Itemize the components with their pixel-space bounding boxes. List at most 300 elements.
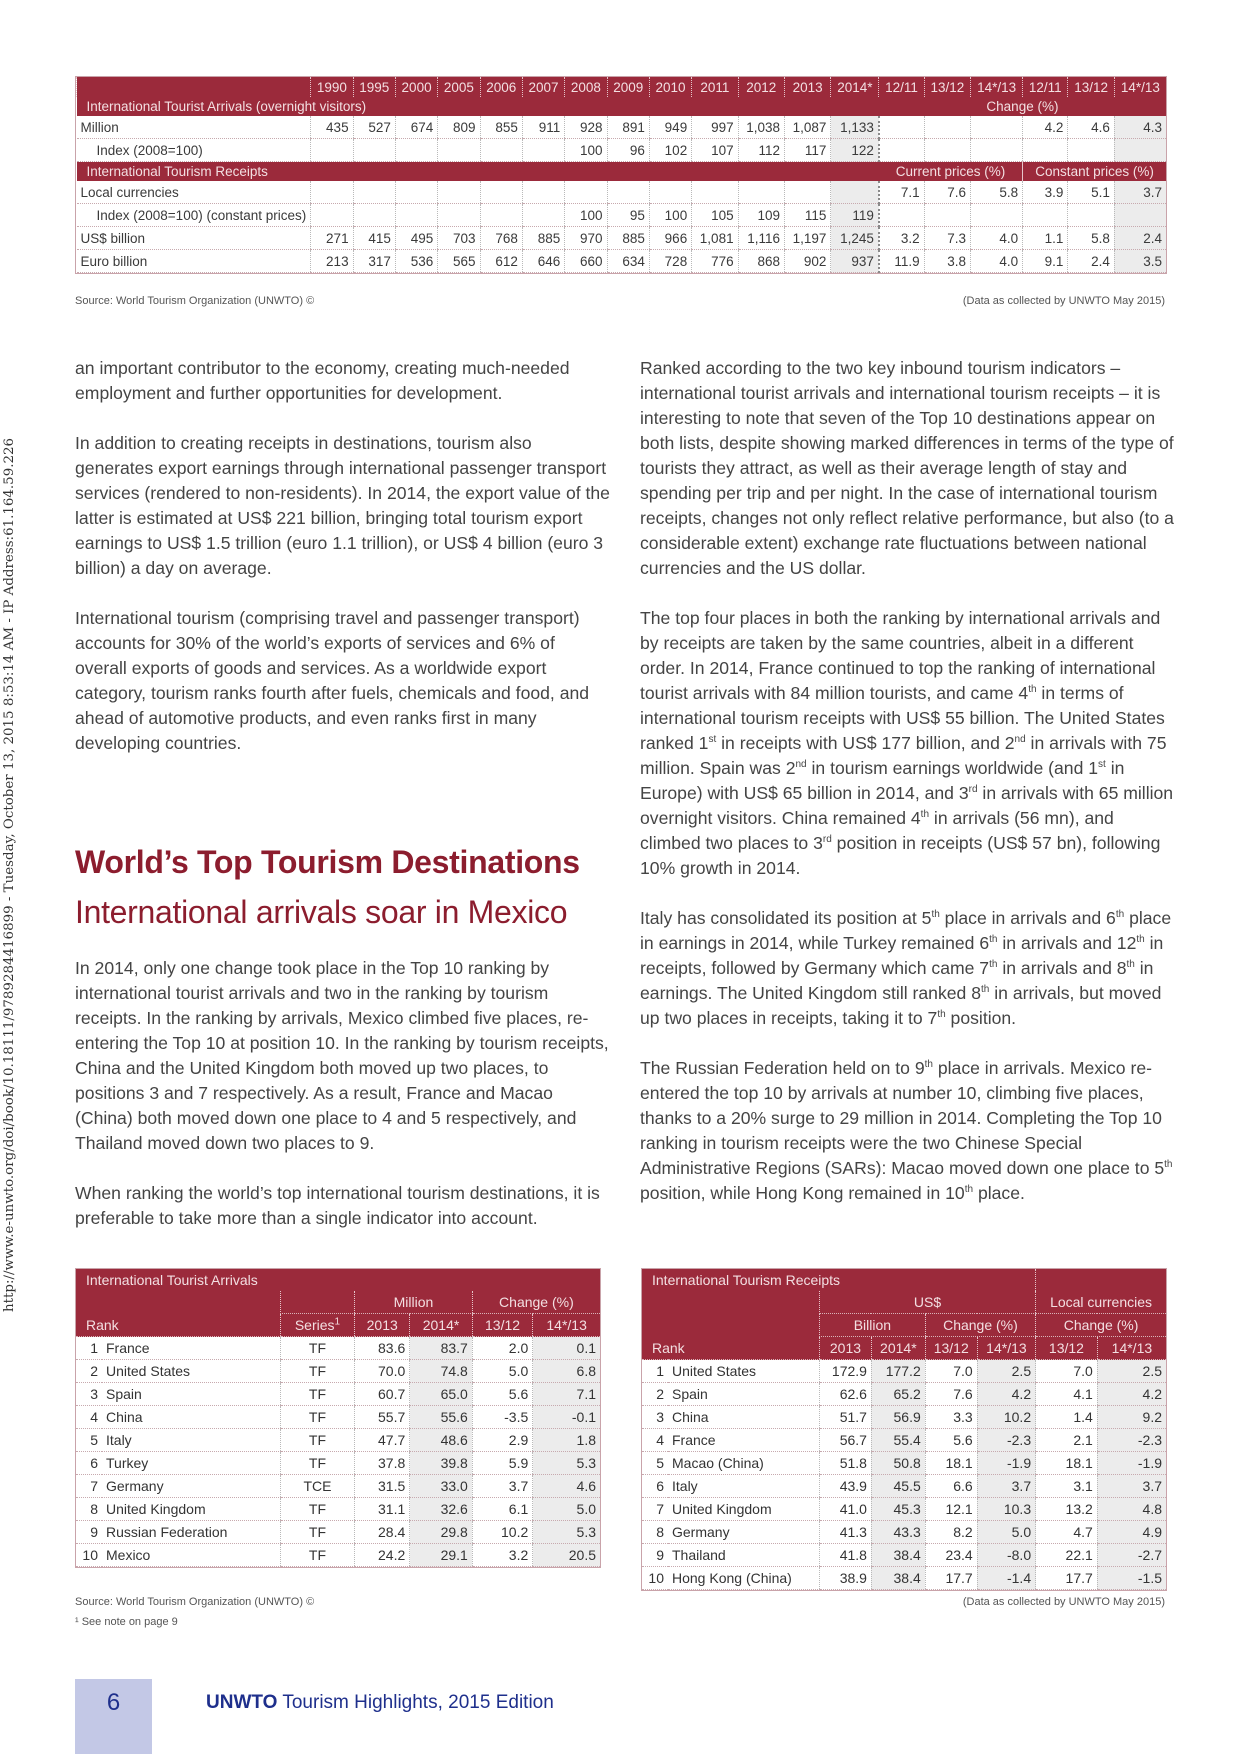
- local-change-header: Change (%): [1036, 1314, 1166, 1337]
- page-number-box: [75, 1679, 152, 1754]
- column-header: 2013: [819, 1337, 871, 1360]
- value-cell: 122: [831, 139, 879, 162]
- receipts-row: [642, 1475, 1166, 1498]
- change-cell: 9.1: [1023, 250, 1068, 273]
- left-paragraph-2: In addition to creating receipts in destinations, tourism also generates export earnings through international passenger transport services (rendered to non-residents). In 2014, the export value of the latter is estimated at US$ 221 billion, bringing total tourism export earnings to US$ 1.5 trillion (euro 1.1 trillion), or US$ 4 billion (euro 3 billion) a day on average.: [75, 433, 610, 578]
- year-header: 2011: [692, 77, 738, 97]
- value-cell: -2.3: [1097, 1429, 1166, 1452]
- value-cell: 5.0: [533, 1498, 600, 1521]
- value-cell: 41.0: [819, 1498, 871, 1521]
- value-cell: 2.5: [1097, 1360, 1166, 1383]
- value-cell: 928: [565, 116, 607, 139]
- value-cell: 1,116: [738, 227, 784, 250]
- series-footnote: ¹ See note on page 9: [75, 1616, 178, 1628]
- value-cell: 83.6: [355, 1337, 410, 1360]
- column-header: 2013: [355, 1314, 410, 1337]
- series-cell: TF: [280, 1360, 354, 1383]
- value-cell: -1.9: [1097, 1452, 1166, 1475]
- change-cell: 3.8: [924, 250, 970, 273]
- change-cell: 4.0: [971, 250, 1023, 273]
- country-cell: Russian Federation: [102, 1521, 280, 1544]
- value-cell: 55.4: [871, 1429, 925, 1452]
- value-cell: 5.3: [533, 1521, 600, 1544]
- side-watermark: http://www.e-unwto.org/doi/book/10.18111/9789284416899 - Tuesday, October 13, 2015 8:53:14 AM - IP Address:61.164.59.226: [2, 437, 17, 1312]
- value-cell: 3.7: [1097, 1475, 1166, 1498]
- value-cell: 43.3: [871, 1521, 925, 1544]
- value-cell: 48.6: [410, 1429, 473, 1452]
- value-cell: 885: [522, 227, 564, 250]
- header-corner: [77, 77, 311, 97]
- country-cell: Macao (China): [668, 1452, 819, 1475]
- value-cell: [565, 181, 607, 204]
- left-paragraph-5: When ranking the world’s top international tourism destinations, it is preferable to take more than a single indicator into account.: [75, 1183, 600, 1228]
- value-cell: 213: [311, 250, 353, 273]
- value-cell: [649, 181, 691, 204]
- value-cell: 115: [784, 204, 830, 227]
- bottom-data-note: (Data as collected by UNWTO May 2015): [962, 1596, 1165, 1608]
- receipts-row: [77, 227, 1167, 250]
- receipts-row: [642, 1360, 1166, 1383]
- value-cell: 56.9: [871, 1406, 925, 1429]
- value-cell: 74.8: [410, 1360, 473, 1383]
- rank-cell: 4: [642, 1429, 668, 1452]
- value-cell: [311, 181, 353, 204]
- value-cell: -8.0: [977, 1544, 1035, 1567]
- value-cell: [438, 204, 480, 227]
- value-cell: [353, 139, 395, 162]
- change-cell: 5.8: [1068, 227, 1114, 250]
- value-cell: 172.9: [819, 1360, 871, 1383]
- right-paragraph-2: The top four places in both the ranking by international arrivals and by receipts are taken by the same countries, albeit in a different order. In 2014, France continued to top the ranking of international tourist arrivals with 84 million tourists, and came 4th in terms of international tourism receipts with US$ 55 billion. The United States ranked 1st in receipts with US$ 177 billion, and 2nd in arrivals with 75 million. Spain was 2nd in tourism earnings worldwide (and 1st in Europe) with US$ 65 billion in 2014, and 3rd in arrivals with 65 million overnight visitors. China remained 4th in arrivals (56 mn), and climbed two places to 3rd position in receipts (US$ 57 bn), following 10% growth in 2014.: [640, 608, 1174, 878]
- value-cell: [480, 139, 522, 162]
- year-header: 2012: [738, 77, 784, 97]
- year-header: 2013: [784, 77, 830, 97]
- country-cell: United Kingdom: [668, 1498, 819, 1521]
- value-cell: 885: [607, 227, 649, 250]
- value-cell: 20.5: [533, 1544, 600, 1567]
- footer-brand: UNWTO: [206, 1692, 278, 1713]
- value-cell: 38.9: [819, 1567, 871, 1590]
- current-prices-label: Current prices (%): [879, 162, 1023, 182]
- change-col-header: 12/11: [879, 77, 924, 97]
- value-cell: 38.4: [871, 1567, 925, 1590]
- value-cell: 47.7: [355, 1429, 410, 1452]
- rank-cell: 1: [642, 1360, 668, 1383]
- value-cell: 0.1: [533, 1337, 600, 1360]
- arrivals-row: [77, 139, 1167, 162]
- value-cell: 3.7: [472, 1475, 532, 1498]
- value-cell: 527: [353, 116, 395, 139]
- change-cell: 2.4: [1068, 250, 1114, 273]
- value-cell: 55.6: [410, 1406, 473, 1429]
- change-cell: 4.2: [1023, 116, 1068, 139]
- value-cell: 100: [649, 204, 691, 227]
- usd-header: US$: [819, 1291, 1035, 1314]
- value-cell: 51.8: [819, 1452, 871, 1475]
- value-cell: [607, 181, 649, 204]
- country-cell: Mexico: [102, 1544, 280, 1567]
- column-header: 14*/13: [1097, 1337, 1166, 1360]
- year-header: 2005: [438, 77, 480, 97]
- value-cell: 1,087: [784, 116, 830, 139]
- change-cell: [1068, 139, 1114, 162]
- value-cell: 2.0: [472, 1337, 532, 1360]
- arrivals-row: [76, 1521, 600, 1544]
- arrivals-row: [76, 1337, 600, 1360]
- value-cell: 31.1: [355, 1498, 410, 1521]
- column-header: 14*/13: [977, 1337, 1035, 1360]
- value-cell: 62.6: [819, 1383, 871, 1406]
- rank-cell: 5: [76, 1429, 102, 1452]
- arrivals-ranking-table: [75, 1268, 601, 1568]
- value-cell: 10.3: [977, 1498, 1035, 1521]
- change-cell: [924, 116, 970, 139]
- value-cell: 18.1: [1036, 1452, 1098, 1475]
- country-cell: Germany: [102, 1475, 280, 1498]
- change-cell: [1023, 204, 1068, 227]
- arrivals-row: [76, 1544, 600, 1567]
- value-cell: 50.8: [871, 1452, 925, 1475]
- value-cell: 4.7: [1036, 1521, 1098, 1544]
- bottom-source: Source: World Tourism Organization (UNWTO) ©: [75, 1596, 315, 1608]
- rank-cell: 4: [76, 1406, 102, 1429]
- value-cell: 7.0: [1036, 1360, 1098, 1383]
- blank: [642, 1291, 819, 1314]
- value-cell: -3.5: [472, 1406, 532, 1429]
- country-cell: United States: [668, 1360, 819, 1383]
- value-cell: 6.8: [533, 1360, 600, 1383]
- receipts-row: [642, 1406, 1166, 1429]
- value-cell: 891: [607, 116, 649, 139]
- value-cell: 868: [738, 250, 784, 273]
- value-cell: -1.4: [977, 1567, 1035, 1590]
- change-col-header: 14*/13: [971, 77, 1023, 97]
- row-label: Index (2008=100): [77, 139, 311, 162]
- row-label: Million: [77, 116, 311, 139]
- value-cell: 28.4: [355, 1521, 410, 1544]
- value-cell: 768: [480, 227, 522, 250]
- value-cell: 966: [649, 227, 691, 250]
- value-cell: 1,245: [831, 227, 879, 250]
- series-cell: TF: [280, 1521, 354, 1544]
- column-header: 13/12: [472, 1314, 532, 1337]
- series-cell: TF: [280, 1383, 354, 1406]
- rank-cell: 2: [76, 1360, 102, 1383]
- change-cell: 3.5: [1114, 250, 1166, 273]
- change-cell: [971, 139, 1023, 162]
- value-cell: 56.7: [819, 1429, 871, 1452]
- receipts-row: [77, 204, 1167, 227]
- value-cell: [738, 181, 784, 204]
- value-cell: 9.2: [1097, 1406, 1166, 1429]
- change-cell: 1.1: [1023, 227, 1068, 250]
- year-header: 2010: [649, 77, 691, 97]
- value-cell: 38.4: [871, 1544, 925, 1567]
- country-cell: Italy: [102, 1429, 280, 1452]
- value-cell: 970: [565, 227, 607, 250]
- change-label: Change (%): [879, 97, 1166, 116]
- arrivals-row: [76, 1429, 600, 1452]
- arrivals-row: [76, 1383, 600, 1406]
- arrivals-row: [76, 1360, 600, 1383]
- value-cell: 45.3: [871, 1498, 925, 1521]
- section-heading: World’s Top Tourism Destinations: [75, 844, 580, 880]
- value-cell: 24.2: [355, 1544, 410, 1567]
- value-cell: 70.0: [355, 1360, 410, 1383]
- top-table-header: [77, 77, 1167, 97]
- rank-header: Rank: [642, 1337, 819, 1360]
- value-cell: 117: [784, 139, 830, 162]
- value-cell: 809: [438, 116, 480, 139]
- rank-cell: 3: [642, 1406, 668, 1429]
- value-cell: 177.2: [871, 1360, 925, 1383]
- value-cell: 51.7: [819, 1406, 871, 1429]
- receipts-row: [642, 1521, 1166, 1544]
- right-paragraph-4: The Russian Federation held on to 9th place in arrivals. Mexico re-entered the top 10 by arrivals at number 10, climbing five places, thanks to a 20% surge to 29 million in 2014. Completing the Top 10 ranking in tourism receipts were the two Chinese Special Administrative Regions (SARs): Macao moved down one place to 5th position, while Hong Kong remained in 10th place.: [640, 1058, 1173, 1203]
- blank: [642, 1314, 819, 1337]
- value-cell: 41.3: [819, 1521, 871, 1544]
- value-cell: 949: [649, 116, 691, 139]
- page-number: 6: [106, 1689, 121, 1716]
- value-cell: 565: [438, 250, 480, 273]
- column-header: 13/12: [1036, 1337, 1098, 1360]
- rank-cell: 6: [76, 1452, 102, 1475]
- change-header: Change (%): [472, 1291, 600, 1314]
- year-header: 2007: [522, 77, 564, 97]
- value-cell: 855: [480, 116, 522, 139]
- value-cell: 17.7: [925, 1567, 977, 1590]
- value-cell: 728: [649, 250, 691, 273]
- country-cell: United Kingdom: [102, 1498, 280, 1521]
- country-cell: France: [102, 1337, 280, 1360]
- value-cell: 911: [522, 116, 564, 139]
- row-label: Local currencies: [77, 181, 311, 204]
- year-header: 1990: [311, 77, 353, 97]
- row-label: Index (2008=100) (constant prices): [77, 204, 311, 227]
- arrivals-row: [76, 1406, 600, 1429]
- value-cell: 4.8: [1097, 1498, 1166, 1521]
- value-cell: 536: [395, 250, 437, 273]
- rank-cell: 1: [76, 1337, 102, 1360]
- rank-cell: 6: [642, 1475, 668, 1498]
- year-header: 2014*: [831, 77, 879, 97]
- column-header: 2014*: [410, 1314, 473, 1337]
- value-cell: [522, 204, 564, 227]
- value-cell: 7.0: [925, 1360, 977, 1383]
- value-cell: [395, 139, 437, 162]
- value-cell: 33.0: [410, 1475, 473, 1498]
- receipts-row: [77, 250, 1167, 273]
- value-cell: 2.5: [977, 1360, 1035, 1383]
- change-cell: [924, 204, 970, 227]
- footer-edition: , 2015 Edition: [437, 1692, 554, 1713]
- section-arrivals-label: International Tourist Arrivals (overnight visitors): [77, 97, 879, 116]
- value-cell: 612: [480, 250, 522, 273]
- series-cell: TF: [280, 1406, 354, 1429]
- row-label: Euro billion: [77, 250, 311, 273]
- receipts-row: [642, 1452, 1166, 1475]
- value-cell: 3.1: [1036, 1475, 1098, 1498]
- value-cell: -2.3: [977, 1429, 1035, 1452]
- value-cell: [522, 181, 564, 204]
- value-cell: 31.5: [355, 1475, 410, 1498]
- value-cell: 5.9: [472, 1452, 532, 1475]
- value-cell: 634: [607, 250, 649, 273]
- blank: [280, 1291, 354, 1314]
- value-cell: [395, 181, 437, 204]
- left-column: [75, 356, 610, 781]
- value-cell: 415: [353, 227, 395, 250]
- change-cell: [1114, 139, 1166, 162]
- country-cell: Hong Kong (China): [668, 1567, 819, 1590]
- value-cell: 1.4: [1036, 1406, 1098, 1429]
- value-cell: 271: [311, 227, 353, 250]
- rank-cell: 8: [76, 1498, 102, 1521]
- top-data-table: [75, 76, 1167, 274]
- value-cell: [784, 181, 830, 204]
- value-cell: 83.7: [410, 1337, 473, 1360]
- value-cell: [831, 181, 879, 204]
- value-cell: -1.5: [1097, 1567, 1166, 1590]
- value-cell: 3.3: [925, 1406, 977, 1429]
- change-cell: 3.2: [879, 227, 924, 250]
- rank-cell: 5: [642, 1452, 668, 1475]
- change-cell: [879, 204, 924, 227]
- value-cell: 997: [692, 116, 738, 139]
- series-cell: TCE: [280, 1475, 354, 1498]
- change-cell: [1068, 204, 1114, 227]
- value-cell: [311, 204, 353, 227]
- country-cell: Thailand: [668, 1544, 819, 1567]
- change-col-header: 13/12: [924, 77, 970, 97]
- value-cell: 119: [831, 204, 879, 227]
- billion-header: Billion: [819, 1314, 925, 1337]
- value-cell: 10.2: [472, 1521, 532, 1544]
- footer-publication: Tourism Highlights: [282, 1692, 438, 1713]
- value-cell: [480, 204, 522, 227]
- value-cell: 18.1: [925, 1452, 977, 1475]
- row-label: US$ billion: [77, 227, 311, 250]
- change-col-header: 14*/13: [1114, 77, 1166, 97]
- value-cell: 902: [784, 250, 830, 273]
- value-cell: 660: [565, 250, 607, 273]
- value-cell: 12.1: [925, 1498, 977, 1521]
- arrivals-row: [76, 1475, 600, 1498]
- year-header: 1995: [353, 77, 395, 97]
- change-cell: [971, 116, 1023, 139]
- value-cell: 29.8: [410, 1521, 473, 1544]
- receipts-row: [642, 1544, 1166, 1567]
- country-cell: Germany: [668, 1521, 819, 1544]
- value-cell: 5.6: [925, 1429, 977, 1452]
- value-cell: 22.1: [1036, 1544, 1098, 1567]
- value-cell: 776: [692, 250, 738, 273]
- value-cell: 1,038: [738, 116, 784, 139]
- country-cell: Spain: [668, 1383, 819, 1406]
- value-cell: 102: [649, 139, 691, 162]
- value-cell: -0.1: [533, 1406, 600, 1429]
- value-cell: 10.2: [977, 1406, 1035, 1429]
- arrivals-row: [76, 1498, 600, 1521]
- value-cell: 17.7: [1036, 1567, 1098, 1590]
- million-header: Million: [355, 1291, 473, 1314]
- value-cell: 32.6: [410, 1498, 473, 1521]
- blank: [76, 1291, 280, 1314]
- left-paragraph-1: an important contributor to the economy, creating much-needed employment and further opportunities for development.: [75, 358, 570, 403]
- value-cell: 317: [353, 250, 395, 273]
- value-cell: 4.9: [1097, 1521, 1166, 1544]
- change-col-header: 12/11: [1023, 77, 1068, 97]
- change-cell: 7.1: [879, 181, 924, 204]
- section-subheading: International arrivals soar in Mexico: [75, 894, 568, 930]
- change-cell: [971, 204, 1023, 227]
- column-header: 2014*: [871, 1337, 925, 1360]
- rank-cell: 10: [642, 1567, 668, 1590]
- value-cell: [353, 181, 395, 204]
- value-cell: 5.0: [977, 1521, 1035, 1544]
- value-cell: 5.3: [533, 1452, 600, 1475]
- value-cell: 7.6: [925, 1383, 977, 1406]
- value-cell: 55.7: [355, 1406, 410, 1429]
- value-cell: 646: [522, 250, 564, 273]
- value-cell: -2.7: [1097, 1544, 1166, 1567]
- series-cell: TF: [280, 1498, 354, 1521]
- value-cell: 6.1: [472, 1498, 532, 1521]
- series-cell: TF: [280, 1337, 354, 1360]
- value-cell: 65.0: [410, 1383, 473, 1406]
- column-header: 13/12: [925, 1337, 977, 1360]
- value-cell: 100: [565, 204, 607, 227]
- value-cell: 43.9: [819, 1475, 871, 1498]
- blank: [1036, 1269, 1166, 1291]
- column-header: 14*/13: [533, 1314, 600, 1337]
- value-cell: 1,197: [784, 227, 830, 250]
- left-column-lower: [75, 956, 610, 1256]
- rank-cell: 7: [76, 1475, 102, 1498]
- country-cell: China: [102, 1406, 280, 1429]
- arrivals-row: [77, 116, 1167, 139]
- rank-cell: 9: [76, 1521, 102, 1544]
- value-cell: 95: [607, 204, 649, 227]
- receipts-row: [642, 1383, 1166, 1406]
- left-paragraph-3: International tourism (comprising travel and passenger transport) accounts for 30% of the world’s exports of services and 6% of overall exports of goods and services. As a worldwide export category, tourism ranks fourth after fuels, chemicals and food, and ahead of automotive products, and even ranks first in many developing countries.: [75, 608, 590, 753]
- value-cell: 109: [738, 204, 784, 227]
- series-header: Series$^1$: [280, 1314, 354, 1337]
- value-cell: [395, 204, 437, 227]
- top-table-data-note: (Data as collected by UNWTO May 2015): [962, 295, 1165, 307]
- country-cell: Turkey: [102, 1452, 280, 1475]
- value-cell: 23.4: [925, 1544, 977, 1567]
- receipts-title: International Tourism Receipts: [642, 1269, 1036, 1291]
- series-cell: TF: [280, 1429, 354, 1452]
- value-cell: 1.8: [533, 1429, 600, 1452]
- value-cell: 4.1: [1036, 1383, 1098, 1406]
- change-cell: 5.8: [971, 181, 1023, 204]
- value-cell: [311, 139, 353, 162]
- value-cell: [480, 181, 522, 204]
- arrivals-title: International Tourist Arrivals: [76, 1269, 600, 1291]
- change-cell: 4.3: [1114, 116, 1166, 139]
- left-paragraph-4: In 2014, only one change took place in the Top 10 ranking by international tourist arrivals and two in the ranking by tourism receipts. In the ranking by arrivals, Mexico climbed five places, re-entering the Top 10 at position 10. In the ranking by tourism receipts, China and the United Kingdom both moved up two places, to positions 3 and 7 respectively. As a result, France and Macao (China) both moved down one place to 4 and 5 respectively, and Thailand moved down two places to 9.: [75, 958, 609, 1153]
- value-cell: 100: [565, 139, 607, 162]
- country-cell: Spain: [102, 1383, 280, 1406]
- rank-cell: 9: [642, 1544, 668, 1567]
- country-cell: Italy: [668, 1475, 819, 1498]
- value-cell: 4.6: [533, 1475, 600, 1498]
- value-cell: 65.2: [871, 1383, 925, 1406]
- arrivals-row: [76, 1452, 600, 1475]
- top-table-source: Source: World Tourism Organization (UNWTO) ©: [75, 295, 315, 307]
